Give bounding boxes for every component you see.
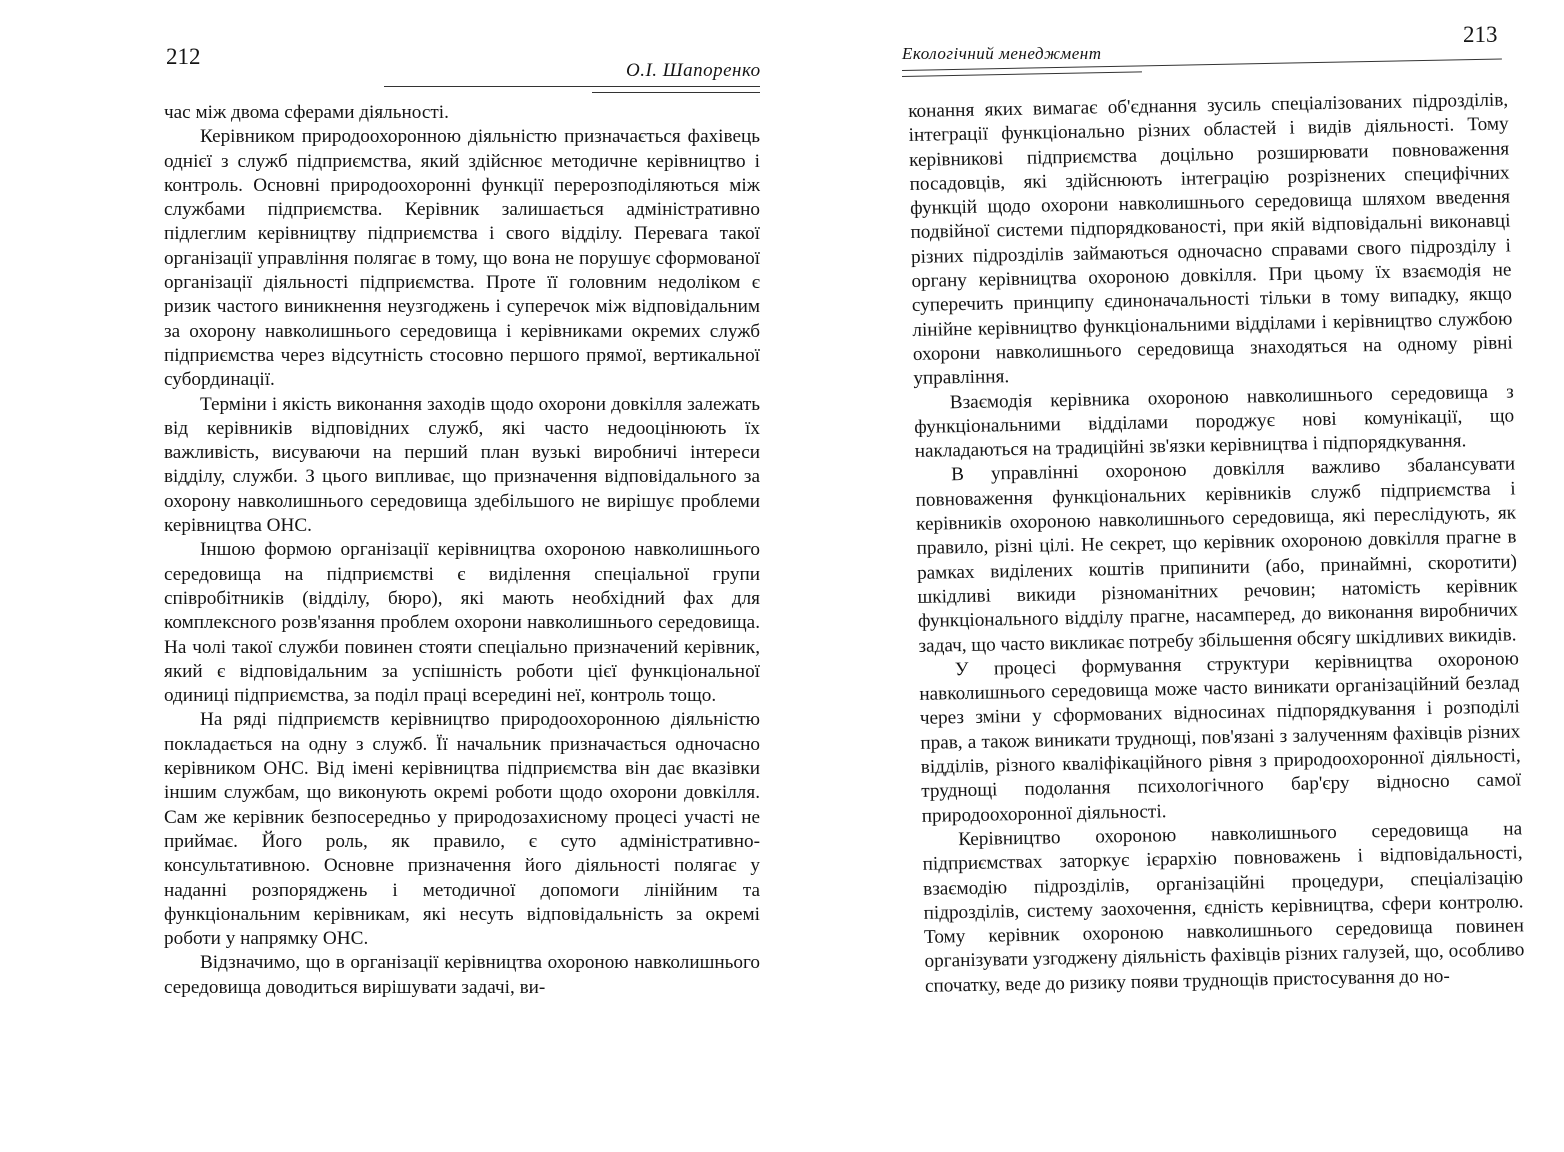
header-rule-secondary (902, 71, 1142, 77)
page-number: 213 (1463, 22, 1498, 47)
paragraph: Терміни і якість виконання заходів щодо охорони довкілля залежать від керівників відповідних служб, які часто недооцінюють їх важливість, висуваючи на перший план вузькі виробничі інтереси відділу, служби. З цього випливає, що призначення відповідального за охорону навколишнього середовища здебільшого не вирішує проблеми керівництва ОНС. (164, 393, 760, 537)
paragraph: Взаємодія керівника охороною навколишнього середовища з функціональними відділами породжує нові комунікації, що накладаються на традиційні зв'язки керівництва і підпорядкування. (914, 380, 1515, 463)
header-rule (384, 86, 760, 87)
left-page-body (164, 101, 760, 1000)
paragraph: У процесі формування структури керівництва охороною навколишнього середовища може часто виникати організаційний безлад через зміни у сформованих відносинах підпорядкування і розподілі прав, а також виникати труднощі, пов'язані з залученням фахівців різних відділів, різного кваліфікаційного рівня з природоохоронної діяльності, труднощі подолання психологічного бар'єру відносно самої природоохоронної діяльності. (919, 648, 1522, 827)
paragraph: Іншою формою організації керівництва охороною навколишнього середовища на підприємстві є виділення спеціальної групи співробітників (відділу, бюро), які мають необхідний фах для комплексного розв'язання проблем охорони навколишнього середовища. На чолі такої служби повинен стояти спеціально призначений керівник, який є відповідальним за успішність роботи цієї функціональної одиниці підприємства, за поділ праці всередині неї, контроль тощо. (164, 539, 760, 707)
running-head-author: О.І. Шапоренко (626, 60, 761, 81)
right-page (782, 0, 1564, 1152)
paragraph: В управлінні охороною довкілля важливо збалансувати повноваження функціональних керівників служб підприємства і керівників охороною навколишнього середовища, які переслідують, як правило, різні цілі. Не секрет, що керівник охороною довкілля прагне в рамках виділених коштів припинити (або, принаймні, скоротити) шкідливі викиди різноманітних речовин; натомість керівник функціонального відділу прагне, насамперед, до виконання виробничих задач, що часто викликає потребу збільшення обсягу шкідливих викидів. (915, 453, 1519, 657)
paragraph: На ряді підприємств керівництво природоохоронною діяльністю покладається на одну з служб. Її начальник призначається одночасно керівником ОНС. Від імені керівництва підприємства він дає вказівки іншим службам, що виконують окремі роботи щодо охорони довкілля. Сам же керівник безпосередньо у природозахисному процесі участі не приймає. Його роль, як правило, є суто адміністративно-консультативною. Основне призначення його діяльності полягає у наданні розпоряджень і методичної допомоги лінійним та функціональним керівникам, які несуть відповідальність за окремі роботи у напрямку ОНС. (164, 709, 760, 950)
page-number: 212 (166, 44, 201, 69)
paragraph: конання яких вимагає об'єднання зусиль спеціалізованих підрозділів, інтеграції функціонально різних областей і видів діяльності. Тому керівникові підприємства доцільно розширювати повноваження посадовців, які здійснюють інтеграцію розрізнених специфічних функцій щодо охорони навколишнього середовища шляхом введення подвійної системи підпорядкованості, при якій відповідальні виконавці різних підрозділів займаються одночасно справами свого підрозділу і органу керівництва охороною довкілля. При цьому їх взаємодія не суперечить принципу єдиноначальності тільки в тому випадку, якщо лінійне керівництво функціональними відділами і керівництво службою охорони навколишнього середовища знаходяться на одному рівні управління. (908, 89, 1513, 390)
paragraph: Відзначимо, що в організації керівництва охороною навколишнього середовища доводиться вирішувати задачі, ви- (164, 952, 760, 998)
paragraph: Керівництво охороною навколишнього середовища на підприємствах заторкує ієрархію повноважень і відповідальності, взаємодію підрозділів, організаційні процедури, спеціалізацію підрозділів, систему заохочення, єдність керівництва, сфери контролю. Тому керівник охороною навколишнього середовища повинен організувати узгоджену діяльність фахівців різних галузей, що, особливо спочатку, веде до ризику появи труднощів пристосування до но- (922, 818, 1525, 997)
right-page-body (908, 88, 1525, 998)
header-rule-secondary (592, 92, 760, 93)
running-head-title: Екологічний менеджмент (902, 44, 1102, 63)
paragraph: час між двома сферами діяльності. (164, 102, 449, 123)
paragraph: Керівником природоохоронною діяльністю призначається фахівець однієї з служб підприємства, який здійснює методичне керівництво і контроль. Основні природоохоронні функції перерозподіляються між службами підприємства. Керівник залишається адміністративно підлеглим керівництву підприємства і свого відділу. Перевага такої організації управління полягає в тому, що вона не порушує сформованої організації діяльності підприємства. Проте її головним недоліком є ризик частого виникнення неузгоджень і суперечок між відповідальним за охорону навколишнього середовища і керівниками окремих служб підприємства через відсутність стосовно першого прямої, вертикальної субординації. (164, 126, 760, 391)
